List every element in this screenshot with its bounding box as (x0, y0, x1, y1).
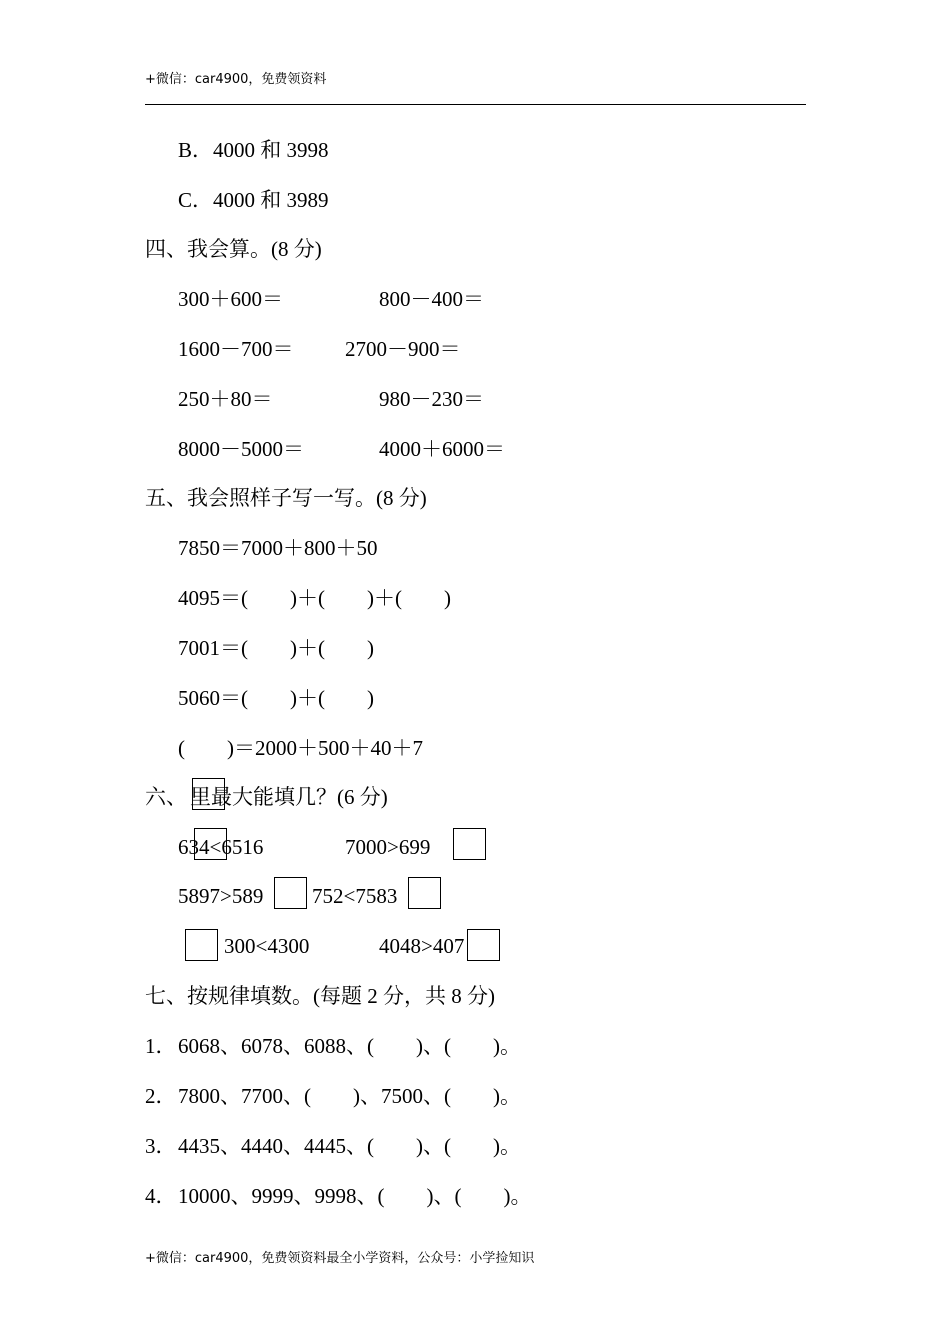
page-footer: +微信：car4900，免费领资料最全小学资料，公众号：小学捡知识 (145, 1251, 535, 1266)
sequence-item-3: 4435、4440、4445、( )、( )。 (178, 1134, 521, 1158)
section-5-title: 五、我会照样子写一写。(8 分) (145, 486, 427, 510)
section-7-title: 七、按规律填数。(每题 2 分，共 8 分) (145, 984, 495, 1008)
compare-item-a: 634<6516 (178, 835, 264, 859)
section-6-title-rest: 里最大能填几？(6 分) (190, 785, 388, 809)
calc-right-3: 980－230＝ (379, 387, 484, 411)
calc-left-2: 1600－700＝ (178, 337, 294, 361)
compare-box-b[interactable] (453, 828, 486, 860)
section-4-title: 四、我会算。(8 分) (145, 237, 322, 261)
compare-box-a[interactable] (194, 828, 227, 860)
decompose-item-4: ( )＝2000＋500＋40＋7 (178, 736, 423, 760)
calc-left-3: 250＋80＝ (178, 387, 273, 411)
header-divider (145, 104, 806, 105)
calc-left-1: 300＋600＝ (178, 287, 283, 311)
decompose-item-3: 5060＝( )＋( ) (178, 686, 374, 710)
sequence-num-4: 4． (145, 1184, 177, 1208)
title-blank-box (192, 778, 225, 810)
decompose-example: 7850＝7000＋800＋50 (178, 536, 378, 560)
decompose-item-1: 4095＝( )＋( )＋( ) (178, 586, 451, 610)
compare-item-d: 752<7583 (312, 884, 398, 908)
sequence-item-1: 6068、6078、6088、( )、( )。 (178, 1034, 521, 1058)
calc-right-4: 4000＋6000＝ (379, 437, 505, 461)
compare-box-e[interactable] (185, 929, 218, 961)
option-b: B．4000 和 3998 (178, 138, 329, 162)
compare-item-b: 7000>699 (345, 835, 431, 859)
compare-item-f: 4048>407 (379, 934, 465, 958)
sequence-num-2: 2． (145, 1084, 177, 1108)
calc-left-4: 8000－5000＝ (178, 437, 304, 461)
compare-box-f[interactable] (467, 929, 500, 961)
calc-right-2: 2700－900＝ (345, 337, 461, 361)
compare-item-c: 5897>589 (178, 884, 264, 908)
sequence-num-1: 1． (145, 1034, 177, 1058)
calc-right-1: 800－400＝ (379, 287, 484, 311)
compare-box-d[interactable] (408, 877, 441, 909)
sequence-item-2: 7800、7700、( )、7500、( )。 (178, 1084, 521, 1108)
sequence-item-4: 10000、9999、9998、( )、( )。 (178, 1184, 532, 1208)
page-header: +微信：car4900，免费领资料 (145, 72, 327, 87)
sequence-num-3: 3． (145, 1134, 177, 1158)
section-6-title-prefix: 六、 (145, 785, 187, 809)
option-c: C．4000 和 3989 (178, 188, 329, 212)
compare-box-c[interactable] (274, 877, 307, 909)
decompose-item-2: 7001＝( )＋( ) (178, 636, 374, 660)
compare-item-e: 300<4300 (224, 934, 310, 958)
